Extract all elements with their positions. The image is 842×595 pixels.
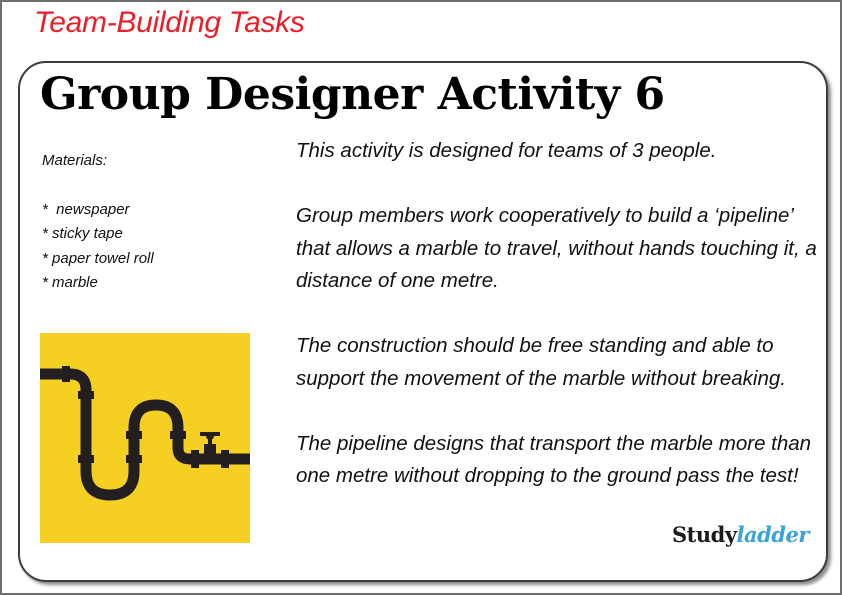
description-paragraph: The construction should be free standing and able to support the movement of the marble without breaking. (296, 334, 786, 390)
logo-part-study: Study (672, 522, 737, 547)
pipeline-image (40, 333, 250, 543)
activity-card (18, 61, 828, 582)
description-paragraph: This activity is designed for teams of 3 people. (296, 139, 717, 162)
studyladder-logo (672, 522, 809, 548)
materials-label: Materials: (42, 152, 108, 169)
material-item: * paper towel roll (42, 249, 154, 267)
materials-list (42, 149, 154, 296)
activity-description (296, 135, 826, 493)
description-paragraph: The pipeline designs that transport the marble more than one metre without dropping to the ground pass the test! (296, 431, 812, 487)
activity-title: Group Designer Activity 6 (40, 69, 665, 120)
material-item: * sticky tape (42, 225, 123, 242)
pipeline-icon (40, 333, 250, 543)
material-item: * newspaper (42, 200, 130, 218)
page-header-title: Team-Building Tasks (34, 6, 305, 39)
description-paragraph: Group members work cooperatively to build a ‘pipeline’ that allows a marble to travel, without hands touching it, a distance of one metre. (296, 204, 817, 292)
logo-part-ladder: ladder (736, 522, 809, 547)
material-item: * marble (42, 274, 98, 291)
